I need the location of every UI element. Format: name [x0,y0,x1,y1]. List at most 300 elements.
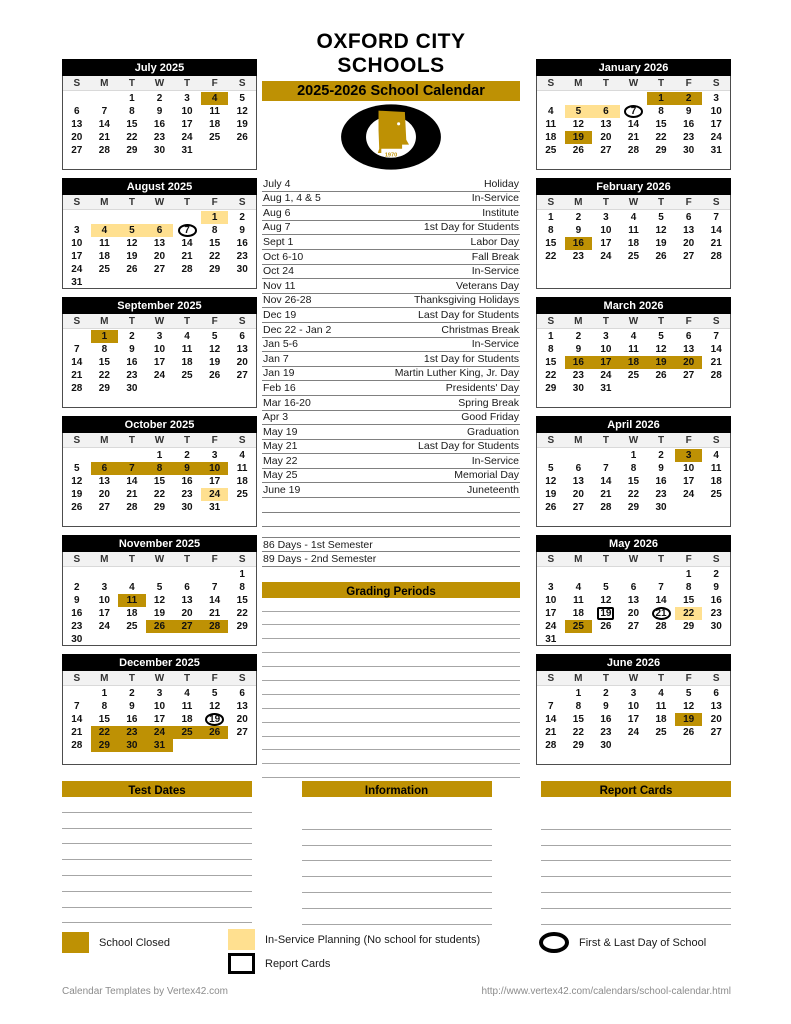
month-january-2026 [536,59,731,170]
ruled-line [262,750,520,764]
event-date: Dec 19 [263,308,297,321]
day-cell: 29 [153,502,166,513]
day-cell: 17 [600,238,612,249]
day-cell: 22 [675,607,703,620]
empty-event-row [262,513,520,528]
day-cell: 27 [153,264,166,275]
weekday-label: T [128,554,135,565]
weekday-label: T [658,673,665,684]
day-cell: 13 [153,238,166,249]
empty-day-cell [565,568,593,581]
month-april-2026 [536,416,731,527]
day-cell: 29 [91,739,119,752]
day-cell: 14 [655,595,667,606]
day-cell: 23 [655,489,667,500]
day-cell: 26 [71,502,83,513]
day-cell: 1 [575,688,582,699]
first-last-day-marker: 7 [624,105,643,118]
weekday-label: M [574,554,583,565]
day-cell: 27 [710,727,722,738]
weekday-label: T [658,78,665,89]
ruled-line [62,797,252,813]
day-cell: 1 [647,92,675,105]
empty-day-cell [565,449,593,462]
empty-day-cell [118,449,146,462]
weekday-label: F [211,78,218,89]
day-cell: 10 [153,344,166,355]
day-cell: 6 [592,105,620,118]
event-row [262,352,520,367]
event-row [262,206,520,221]
day-cell: 26 [201,726,229,739]
day-cell: 15 [98,714,110,725]
day-cell: 20 [236,357,248,368]
day-cell: 3 [548,582,554,593]
day-cell: 6 [713,688,719,699]
day-cell: 16 [710,595,722,606]
day-cell: 20 [236,714,248,725]
weekday-label: S [73,197,81,208]
month-may-2026 [536,535,731,646]
day-cell: 31 [146,739,174,752]
day-cell: 21 [181,251,193,262]
weekday-label: S [238,435,246,446]
empty-day-cell [91,449,119,462]
day-cell: 26 [683,727,695,738]
day-cell: 18 [98,251,110,262]
event-date: Nov 26-28 [263,294,312,307]
weekday-label: M [574,197,583,208]
day-cell: 23 [71,621,83,632]
day-cell [592,607,620,620]
day-cell: 24 [545,621,557,632]
day-cell: 21 [126,489,138,500]
weekday-label: T [184,197,191,208]
day-grid [63,686,256,764]
event-description: Thanksgiving Holidays [413,294,519,307]
day-cell: 1 [548,212,554,223]
day-cell: 3 [713,93,719,104]
day-cell: 12 [600,595,612,606]
day-cell: 21 [71,727,83,738]
weekday-label: W [628,673,639,684]
empty-day-cell [63,449,91,462]
weekday-header-row [63,433,256,448]
month-july-2025 [62,59,257,170]
weekday-label: F [685,78,692,89]
day-cell: 9 [129,701,135,712]
day-cell: 4 [201,92,229,105]
section-report-cards [541,781,731,925]
day-cell: 19 [655,238,667,249]
event-date: May 19 [263,425,298,438]
event-description: 1st Day for Students [423,221,519,234]
day-cell: 3 [101,582,108,593]
day-cell: 22 [545,251,557,262]
day-cell: 15 [545,357,557,368]
day-cell: 29 [683,621,695,632]
event-description: Christmas Break [441,323,519,336]
day-cell: 14 [71,714,83,725]
day-cell: 17 [98,608,110,619]
day-cell: 4 [658,688,664,699]
right-month-column [536,30,731,778]
day-cell: 14 [710,225,722,236]
weekday-label: T [602,316,609,327]
day-cell: 3 [630,688,637,699]
weekday-label: W [628,316,639,327]
day-grid [537,567,730,645]
day-cell: 24 [683,489,695,500]
day-cell: 28 [181,264,193,275]
month-title: May 2026 [536,535,731,552]
weekday-label: S [73,78,81,89]
day-cell: 29 [572,740,584,751]
day-cell: 21 [710,238,722,249]
day-cell: 28 [71,383,83,394]
day-cell: 20 [71,132,83,143]
month-title: April 2026 [536,416,731,433]
month-title: June 2026 [536,654,731,671]
day-cell: 2 [74,582,80,593]
day-cell: 18 [209,119,221,130]
event-description: Holiday [483,177,519,190]
day-cell: 30 [118,739,146,752]
day-cell: 8 [630,463,637,474]
day-cell: 7 [101,106,108,117]
weekday-label: S [73,554,81,565]
day-cell: 10 [683,463,695,474]
weekday-header-row [63,195,256,210]
day-cell: 3 [156,331,163,342]
day-cell: 25 [209,132,221,143]
empty-day-cell [201,568,229,581]
school-closed-swatch-icon [62,932,89,953]
weekday-header-row [537,314,730,329]
day-cell: 20 [181,608,193,619]
weekday-label: T [184,673,191,684]
day-cell: 9 [603,701,609,712]
day-cell: 24 [600,370,612,381]
weekday-label: F [211,197,218,208]
inservice-swatch-icon [228,929,255,950]
weekday-label: S [73,316,81,327]
day-cell: 25 [545,145,557,156]
day-cell: 13 [181,595,193,606]
day-cell: 23 [572,251,584,262]
day-cell: 27 [71,145,83,156]
day-grid [63,329,256,407]
ruled-line [62,908,252,924]
day-cell: 7 [603,463,609,474]
empty-day-cell [537,568,565,581]
semester-note: 89 Days - 2nd Semester [262,552,520,566]
day-cell: 15 [209,238,221,249]
day-cell: 16 [655,476,667,487]
first-last-day-marker: 21 [652,607,671,620]
legend-label-school-closed: School Closed [99,936,170,949]
day-cell: 17 [181,119,193,130]
report-card-marker: 19 [597,607,614,620]
day-cell: 5 [156,582,163,593]
ruled-line [302,814,492,830]
day-cell: 19 [565,131,593,144]
day-cell: 12 [153,595,166,606]
day-cell: 8 [548,344,554,355]
empty-day-cell [91,92,119,105]
weekday-label: W [628,435,639,446]
day-cell: 7 [548,701,554,712]
day-cell: 26 [655,251,667,262]
month-december-2025 [62,654,257,765]
event-row [262,483,520,498]
weekday-header-row [63,76,256,91]
day-cell: 9 [713,582,719,593]
weekday-header-row [537,552,730,567]
event-description: Graduation [467,425,519,438]
day-cell: 12 [126,238,138,249]
event-description: Institute [482,206,519,219]
day-cell: 30 [181,502,193,513]
event-date: June 19 [263,484,301,497]
day-cell: 19 [545,489,557,500]
day-cell: 25 [236,489,248,500]
day-cell: 17 [545,608,557,619]
day-cell: 29 [126,145,138,156]
event-row [262,192,520,207]
month-november-2025 [62,535,257,646]
day-cell: 2 [156,93,163,104]
weekday-label: T [184,554,191,565]
day-cell: 24 [600,251,612,262]
ruled-line [302,861,492,877]
day-cell: 22 [209,251,221,262]
weekday-label: S [712,554,720,565]
day-cell: 14 [71,357,83,368]
day-cell: 16 [153,119,166,130]
day-cell: 15 [627,476,640,487]
day-cell: 8 [129,106,135,117]
day-cell: 18 [126,608,138,619]
ruled-line [262,709,520,723]
day-cell: 28 [710,251,722,262]
weekday-label: S [712,435,720,446]
ruled-line [62,844,252,860]
day-cell: 6 [575,463,582,474]
day-cell: 23 [710,608,722,619]
weekday-label: M [100,316,109,327]
day-cell [647,607,675,620]
weekday-label: T [602,673,609,684]
day-cell: 25 [181,370,193,381]
events-list [262,177,520,527]
section-title: Report Cards [599,785,673,797]
weekday-label: W [628,78,639,89]
weekday-label: T [658,197,665,208]
first-last-day-ellipse-icon [539,932,569,953]
day-cell: 28 [98,145,110,156]
section-test-dates [62,781,252,925]
day-cell: 10 [710,106,722,117]
event-row [262,469,520,484]
day-cell: 27 [236,370,248,381]
weekday-label: F [211,554,218,565]
day-cell: 14 [710,344,722,355]
day-grid [63,567,256,645]
day-cell: 2 [129,331,135,342]
day-cell: 15 [655,119,667,130]
day-cell: 2 [675,92,703,105]
event-row [262,396,520,411]
day-cell: 11 [710,463,722,474]
event-row [262,411,520,426]
day-cell: 16 [565,237,593,250]
day-cell: 2 [575,212,582,223]
weekday-label: T [128,435,135,446]
weekday-label: M [100,197,109,208]
day-cell: 14 [209,595,221,606]
weekday-header-row [63,552,256,567]
day-cell: 12 [209,344,221,355]
day-cell: 16 [236,238,248,249]
day-cell: 30 [683,145,695,156]
day-cell: 12 [572,119,584,130]
month-title: November 2025 [62,535,257,552]
weekday-label: S [73,435,81,446]
event-date: Oct 24 [263,265,294,278]
ruled-line [541,893,731,909]
event-date: Aug 1, 4 & 5 [263,192,321,205]
day-cell: 28 [710,370,722,381]
day-cell: 26 [146,620,174,633]
month-title: March 2026 [536,297,731,314]
section-lines [62,797,252,923]
day-cell: 8 [658,106,664,117]
legend-item-first-last-day [539,932,706,953]
weekday-label: W [628,197,639,208]
day-cell: 19 [647,356,675,369]
day-cell: 5 [685,688,692,699]
section-title: Information [364,785,429,797]
day-cell: 15 [572,714,584,725]
day-cell: 26 [209,370,221,381]
event-date: Jan 5-6 [263,338,299,351]
empty-day-cell [63,330,91,343]
event-description: In-Service [471,454,519,467]
day-cell: 13 [98,476,110,487]
day-cell: 5 [74,463,80,474]
event-description: Juneteenth [467,484,519,497]
day-cell: 3 [675,449,703,462]
day-cell: 8 [101,701,108,712]
event-row [262,294,520,309]
day-cell: 30 [655,502,667,513]
weekday-label: W [628,554,639,565]
day-cell: 16 [126,714,138,725]
weekday-label: W [154,197,165,208]
day-cell: 30 [153,145,166,156]
calendar-columns [62,30,731,778]
day-cell: 16 [565,356,593,369]
day-cell: 3 [156,688,163,699]
footer-link[interactable]: http://www.vertex42.com/calendars/school-calendar.html [481,986,731,997]
day-cell: 22 [655,132,667,143]
event-row [262,221,520,236]
day-cell [173,224,201,237]
ruled-line [62,829,252,845]
day-cell: 14 [181,238,193,249]
day-cell: 17 [153,357,166,368]
day-cell: 18 [655,714,667,725]
day-cell: 13 [71,119,83,130]
day-cell [201,713,229,726]
empty-day-cell [91,568,119,581]
day-cell: 24 [98,621,110,632]
day-grid [537,686,730,764]
ruled-line [302,830,492,846]
day-cell: 25 [655,727,667,738]
day-cell: 27 [627,621,640,632]
day-grid [63,448,256,526]
event-date: Aug 7 [263,221,291,234]
day-cell: 26 [655,370,667,381]
event-description: 1st Day for Students [423,352,519,365]
day-cell: 6 [239,688,245,699]
day-cell: 8 [239,582,245,593]
day-cell: 23 [600,727,612,738]
day-cell: 11 [209,106,220,117]
day-cell: 1 [548,331,554,342]
empty-day-cell [173,568,201,581]
day-cell: 8 [101,344,108,355]
weekday-label: T [602,78,609,89]
event-description: Spring Break [458,396,519,409]
weekday-label: F [685,554,692,565]
weekday-header-row [537,195,730,210]
day-cell: 18 [181,714,193,725]
month-title: July 2025 [62,59,257,76]
day-cell: 27 [173,620,201,633]
day-cell: 21 [710,357,722,368]
ruled-line [262,667,520,681]
day-cell: 19 [236,119,248,130]
semester-note: 86 Days - 1st Semester [262,538,520,552]
day-cell: 31 [181,145,193,156]
empty-day-cell [173,211,201,224]
day-cell: 26 [126,264,138,275]
day-cell: 9 [575,344,582,355]
day-cell: 23 [236,251,248,262]
ruled-line [541,846,731,862]
day-cell: 25 [173,726,201,739]
day-cell: 1 [101,688,108,699]
weekday-label: S [547,673,555,684]
day-cell: 4 [630,331,637,342]
day-cell: 31 [710,145,722,156]
weekday-label: S [547,554,555,565]
day-cell: 14 [627,119,640,130]
weekday-label: F [685,435,692,446]
weekday-label: T [128,673,135,684]
event-description: In-Service [471,265,519,278]
legend-item-school-closed [62,932,170,953]
day-cell: 1 [685,569,692,580]
day-grid [63,210,256,288]
weekday-label: S [238,554,246,565]
day-cell: 20 [710,714,722,725]
day-cell: 25 [627,370,640,381]
day-cell: 30 [126,383,138,394]
